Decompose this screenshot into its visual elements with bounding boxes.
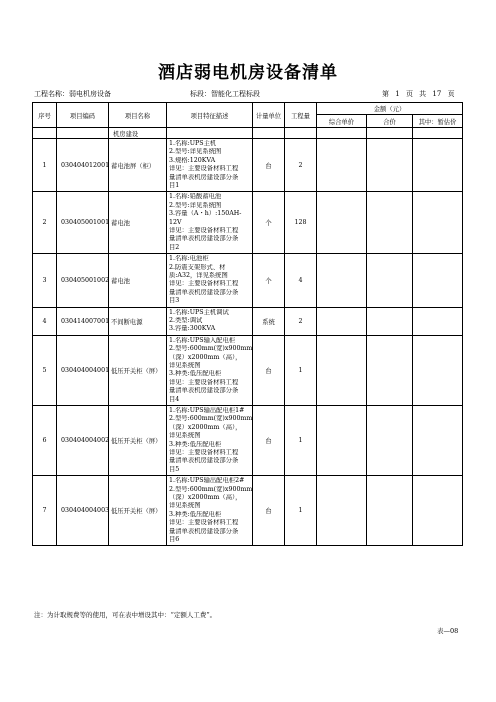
row-code: 030404004003 — [57, 476, 109, 546]
section-cell-blank — [317, 128, 367, 139]
desc-line: 量清单表机房建设部分条 — [169, 457, 239, 465]
table-row — [33, 254, 463, 307]
desc-line: （深）x2000mm（高）， — [169, 423, 242, 431]
desc-line: 3.规格:120KVA — [169, 156, 216, 164]
row-code: 030414007001 — [57, 307, 109, 335]
section-cell-blank — [413, 128, 463, 139]
page-prefix: 第 — [382, 90, 389, 98]
bill-of-quantities-table — [32, 102, 463, 546]
row-qty: 1 — [285, 405, 317, 475]
desc-line: 详见：主要设备材料工程 — [169, 226, 239, 234]
section-title: 机房建设 — [109, 128, 167, 139]
form-number: 表—08 — [437, 627, 459, 635]
section-cell-blank — [167, 128, 253, 139]
desc-line: 质:A32，详见系统图 — [169, 271, 228, 279]
header-qty: 工程量 — [285, 103, 317, 128]
desc-line: 目2 — [169, 243, 180, 251]
row-total — [367, 335, 413, 405]
row-name: 低压开关柜（屏） — [109, 335, 167, 405]
desc-line: 1.名称:UPS输入配电柜 — [169, 336, 236, 344]
row-total — [367, 192, 413, 254]
row-unit: 系统 — [253, 307, 285, 335]
row-unit: 台 — [253, 139, 285, 192]
row-total — [367, 405, 413, 475]
row-estimate — [413, 476, 463, 546]
header-estimate: 其中：暂估价 — [413, 115, 463, 128]
desc-line: 3.种类:低压配电柜 — [169, 370, 222, 378]
section-cell-blank — [253, 128, 285, 139]
desc-line: 目1 — [169, 182, 180, 189]
table-row — [33, 307, 463, 335]
row-desc — [167, 335, 253, 405]
row-seq: 6 — [33, 405, 57, 475]
header-seq: 序号 — [33, 103, 57, 128]
document-title: 酒店弱电机房设备清单 — [158, 63, 338, 83]
row-seq: 3 — [33, 254, 57, 307]
section-cell-blank — [285, 128, 317, 139]
row-name: 蓄电池 — [109, 192, 167, 254]
project-name: 工程名称：弱电机房设备 — [34, 90, 111, 98]
desc-line: 2.型号:600mm(宽)x900mm — [169, 345, 252, 353]
row-name: 低压开关柜（屏） — [109, 476, 167, 546]
table-row — [33, 192, 463, 254]
row-unit: 个 — [253, 192, 285, 254]
desc-line: 1.名称:UPS主机 — [169, 139, 217, 147]
row-code: 030404004001 — [57, 335, 109, 405]
desc-line: 3.容量（A・h）:150AH- — [169, 210, 242, 218]
page-total-prefix: 共 — [419, 90, 427, 98]
desc-line: 2.型号:详见系统图 — [169, 148, 222, 156]
desc-line: （深）x2000mm（高）， — [169, 493, 242, 501]
page-total: 17 — [432, 90, 442, 98]
desc-line: 1.名称:电池柜 — [169, 255, 209, 263]
desc-line: 2.型号:600mm(宽)x900mm — [169, 415, 252, 423]
desc-line: 目5 — [169, 465, 180, 473]
desc-line: 2.类型:调试 — [169, 316, 203, 324]
row-estimate — [413, 192, 463, 254]
row-code: 030405001002 — [57, 254, 109, 307]
row-unit-price — [317, 139, 367, 192]
row-total — [367, 139, 413, 192]
row-name: 不间断电源 — [109, 307, 167, 335]
header-desc: 项目特征描述 — [167, 103, 253, 128]
desc-line: 1.名称:UPS输出配电柜2# — [169, 477, 245, 485]
row-qty: 4 — [285, 254, 317, 307]
desc-line: 详见：主要设备材料工程 — [169, 448, 239, 456]
row-unit: 台 — [253, 405, 285, 475]
desc-line: 详见系统图 — [169, 432, 201, 440]
row-name: 低压开关柜（屏） — [109, 405, 167, 475]
row-total — [367, 307, 413, 335]
row-desc — [167, 139, 253, 192]
row-estimate — [413, 139, 463, 192]
desc-line: 量清单表机房建设部分条 — [169, 173, 239, 181]
desc-line: 12V — [169, 218, 182, 226]
row-unit-price — [317, 254, 367, 307]
row-desc — [167, 254, 253, 307]
desc-line: 量清单表机房建设部分条 — [169, 387, 239, 395]
table-row — [33, 405, 463, 475]
desc-line: 1.名称:铅酸蓄电池 — [169, 193, 222, 201]
row-desc — [167, 192, 253, 254]
desc-line: 3.容量:300KVA — [169, 325, 216, 333]
row-unit-price — [317, 192, 367, 254]
desc-line: 1.名称:UPS输出配电柜1# — [169, 406, 245, 414]
section-cell-blank — [33, 128, 57, 139]
row-estimate — [413, 405, 463, 475]
row-qty: 1 — [285, 335, 317, 405]
row-total — [367, 254, 413, 307]
page-number: 1 — [395, 90, 400, 98]
section-cell-blank — [367, 128, 413, 139]
row-code: 030404004002 — [57, 405, 109, 475]
row-desc — [167, 476, 253, 546]
header-unit: 计量单位 — [253, 103, 285, 128]
header-amount: 金额（元） — [317, 103, 463, 115]
row-desc — [167, 405, 253, 475]
row-unit-price — [317, 307, 367, 335]
desc-line: 详见：主要设备材料工程 — [169, 378, 239, 386]
row-seq: 2 — [33, 192, 57, 254]
desc-line: 3.种类:低压配电柜 — [169, 510, 222, 518]
table-body — [33, 128, 463, 546]
row-estimate — [413, 307, 463, 335]
row-unit: 台 — [253, 335, 285, 405]
row-unit-price — [317, 476, 367, 546]
table-row — [33, 476, 463, 546]
row-desc — [167, 307, 253, 335]
row-seq: 1 — [33, 139, 57, 192]
row-seq: 4 — [33, 307, 57, 335]
row-estimate — [413, 335, 463, 405]
row-qty: 1 — [285, 476, 317, 546]
page-suffix: 页 — [447, 90, 455, 98]
row-qty: 2 — [285, 307, 317, 335]
desc-line: 详见：主要设备材料工程 — [169, 519, 239, 527]
table-row — [33, 335, 463, 405]
row-unit-price — [317, 335, 367, 405]
desc-line: 1.名称:UPS主机调试 — [169, 308, 229, 316]
desc-line: 详见：主要设备材料工程 — [169, 280, 239, 288]
footnote: 注：为计取规费等的使用，可在表中增设其中：“定额人工费”。 — [34, 611, 217, 619]
table-row — [33, 139, 463, 192]
page-indicator — [382, 89, 459, 99]
desc-line: 详见：主要设备材料工程 — [169, 165, 239, 173]
row-unit: 台 — [253, 476, 285, 546]
row-code: 030404012001 — [57, 139, 109, 192]
row-seq: 7 — [33, 476, 57, 546]
desc-line: 目6 — [169, 535, 180, 543]
row-qty: 128 — [285, 192, 317, 254]
section-name: 标段：智能化工程标段 — [190, 90, 260, 98]
row-unit: 个 — [253, 254, 285, 307]
header-total: 合价 — [367, 115, 413, 128]
desc-line: 量清单表机房建设部分条 — [169, 527, 239, 535]
row-total — [367, 476, 413, 546]
row-name: 蓄电池屏（柜） — [109, 139, 167, 192]
desc-line: 详见系统图 — [169, 502, 201, 510]
desc-line: 3.种类:低压配电柜 — [169, 440, 222, 448]
desc-line: 目3 — [169, 297, 180, 305]
header-unit-price: 综合单价 — [317, 115, 367, 128]
row-estimate — [413, 254, 463, 307]
row-unit-price — [317, 405, 367, 475]
section-cell-blank — [57, 128, 109, 139]
header-code: 项目编码 — [57, 103, 109, 128]
page-mid: 页 — [405, 90, 413, 98]
desc-line: 2.型号:600mm(宽)x900mm — [169, 485, 252, 493]
desc-line: （深）x2000mm（高）， — [169, 353, 242, 361]
desc-line: 量清单表机房建设部分条 — [169, 235, 239, 243]
desc-line: 2.防震支架形式、材 — [169, 263, 226, 271]
row-seq: 5 — [33, 335, 57, 405]
header-name: 项目名称 — [109, 103, 167, 128]
desc-line: 2.型号:详见系统图 — [169, 201, 222, 209]
desc-line: 量清单表机房建设部分条 — [169, 288, 239, 296]
desc-line: 详见系统图 — [169, 361, 201, 369]
row-name: 蓄电池 — [109, 254, 167, 307]
row-code: 030405001001 — [57, 192, 109, 254]
row-qty: 2 — [285, 139, 317, 192]
desc-line: 目4 — [169, 395, 180, 403]
